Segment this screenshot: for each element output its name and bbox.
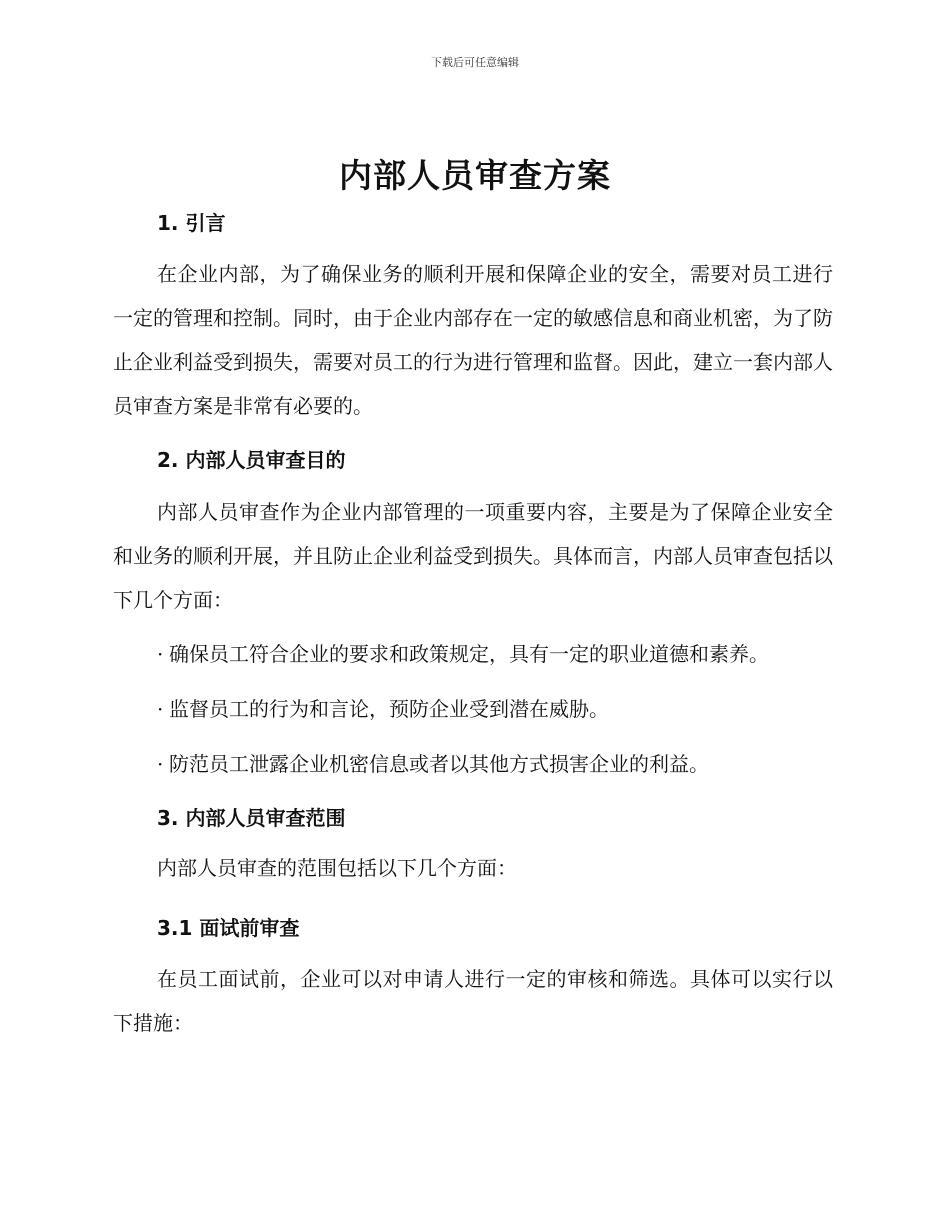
page-header: 下载后可任意编辑	[431, 56, 519, 69]
section-heading-pre-interview: 3.1 面试前审查	[157, 916, 300, 940]
bullet-symbol: ·	[157, 752, 164, 776]
paragraph-pre-interview: 在员工面试前，企业可以对申请人进行一定的审核和筛选。具体可以实行以下措施：	[113, 967, 833, 1035]
paragraph-intro: 在企业内部，为了确保业务的顺利开展和保障企业的安全，需要对员工进行一定的管理和控制。同时，由于企业内部存在一定的敏感信息和商业机密，为了防止企业利益受到损失，需要对员工的行为进行管理和监督。因此，建立一套内部人员审查方案是非常有必要的。	[113, 262, 833, 418]
bullet-item	[157, 638, 769, 667]
bullet-item	[157, 693, 609, 722]
paragraph-scope: 内部人员审查的范围包括以下几个方面：	[157, 856, 517, 880]
paragraph-purpose: 内部人员审查作为企业内部管理的一项重要内容，主要是为了保障企业安全和业务的顺利开展，并且防止企业利益受到损失。具体而言，内部人员审查包括以下几个方面：	[113, 500, 833, 612]
bullet-item	[157, 748, 709, 777]
bullet-symbol: ·	[157, 642, 164, 666]
section-heading-purpose: 2. 内部人员审查目的	[157, 448, 346, 472]
bullet-text: 防范员工泄露企业机密信息或者以其他方式损害企业的利益。	[169, 752, 709, 776]
document-title: 内部人员审查方案	[339, 156, 611, 195]
bullet-symbol: ·	[157, 697, 164, 721]
bullet-text: 监督员工的行为和言论，预防企业受到潜在威胁。	[169, 697, 609, 721]
bullet-text: 确保员工符合企业的要求和政策规定，具有一定的职业道德和素养。	[169, 642, 769, 666]
section-heading-scope: 3. 内部人员审查范围	[157, 806, 346, 830]
section-heading-intro: 1. 引言	[157, 211, 226, 235]
